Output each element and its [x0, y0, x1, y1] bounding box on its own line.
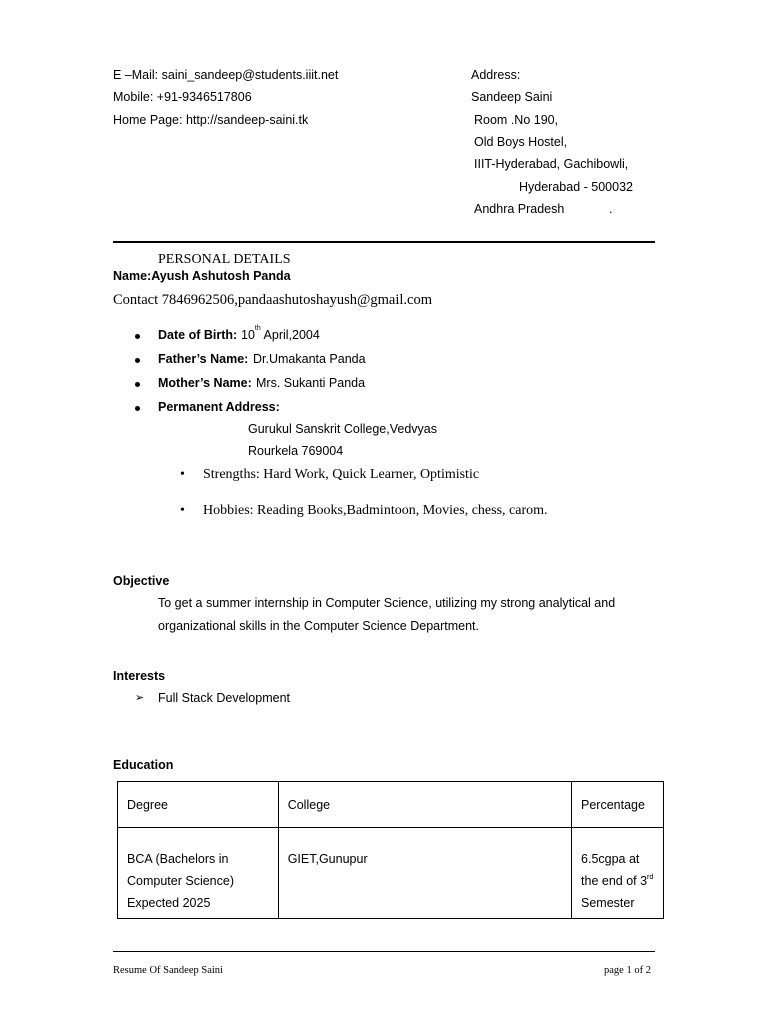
header-divider: [113, 241, 655, 243]
bullet-icon: •: [180, 467, 185, 482]
column-header-percentage: Percentage: [572, 782, 664, 828]
education-heading: Education: [113, 758, 174, 772]
dob-value: 10th April,2004: [241, 325, 320, 342]
permanent-address-line2: Rourkela 769004: [248, 444, 344, 458]
bullet-icon: •: [180, 503, 185, 518]
objective-heading: Objective: [113, 574, 170, 588]
column-header-college: College: [278, 782, 571, 828]
objective-line1: To get a summer internship in Computer Science, utilizing my strong analytical and: [158, 596, 616, 610]
address-trailing-dot: .: [609, 202, 613, 216]
address-room: Room .No 190,: [474, 113, 559, 127]
bullet-icon: [135, 334, 140, 339]
mother-label: Mother’s Name:: [158, 376, 252, 390]
bullet-icon: [135, 358, 140, 363]
permanent-address-label: Permanent Address:: [158, 400, 280, 414]
degree-cell: BCA (Bachelors in Computer Science) Expected 2025: [118, 828, 279, 919]
candidate-name: Name:Ayush Ashutosh Panda: [113, 269, 291, 283]
table-header-row: [118, 782, 664, 828]
strengths-text: Strengths: Hard Work, Quick Learner, Optimistic: [203, 467, 480, 482]
column-header-degree: Degree: [118, 782, 279, 828]
mother-value: Mrs. Sukanti Panda: [256, 376, 366, 390]
bullet-icon: [135, 382, 140, 387]
address-name: Sandeep Saini: [471, 90, 553, 104]
father-value: Dr.Umakanta Panda: [253, 352, 366, 366]
hobbies-text: Hobbies: Reading Books,Badmintoon, Movies, chess, carom.: [203, 503, 548, 518]
father-label: Father’s Name:: [158, 352, 249, 366]
arrow-bullet-icon: ➢: [135, 692, 145, 704]
permanent-address-line1: Gurukul Sanskrit College,Vedvyas: [248, 422, 437, 436]
address-city: Hyderabad - 500032: [519, 180, 633, 194]
address-state: Andhra Pradesh: [474, 202, 565, 216]
address-hostel: Old Boys Hostel,: [474, 135, 568, 149]
education-table: [117, 781, 664, 919]
interest-item: Full Stack Development: [158, 691, 291, 705]
homepage-line: Home Page: http://sandeep-saini.tk: [113, 113, 309, 127]
table-row: [118, 828, 664, 919]
footer-title: Resume Of Sandeep Saini: [113, 965, 223, 976]
contact-line: Contact 7846962506,pandaashutoshayush@gmail.com: [113, 292, 433, 308]
footer-divider: [113, 951, 655, 952]
personal-details-heading: PERSONAL DETAILS: [158, 252, 291, 267]
college-cell: GIET,Gunupur: [278, 828, 571, 919]
dob-label: Date of Birth:: [158, 328, 238, 342]
interests-heading: Interests: [113, 669, 166, 683]
email-line: E –Mail: saini_sandeep@students.iiit.net: [113, 68, 339, 82]
objective-line2: organizational skills in the Computer Science Department.: [158, 619, 479, 633]
address-institute: IIIT-Hyderabad, Gachibowli,: [474, 157, 629, 171]
page-number: page 1 of 2: [604, 965, 651, 976]
mobile-line: Mobile: +91-9346517806: [113, 90, 252, 104]
address-label: Address:: [471, 68, 521, 82]
percentage-cell: 6.5cgpa at the end of 3rd Semester: [572, 828, 664, 919]
bullet-icon: [135, 406, 140, 411]
